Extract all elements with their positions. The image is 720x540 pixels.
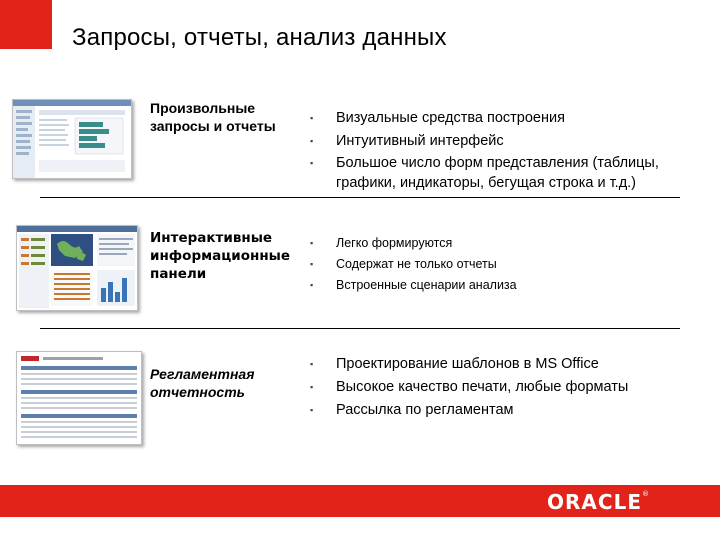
list-item: ▪ Большое число форм представления (таблицы, графики, индикаторы, бегущая строка и т.д.) (308, 153, 708, 193)
list-item: ▪ Проектирование шаблонов в MS Office (308, 353, 688, 376)
section-divider (40, 197, 680, 198)
bullet-list-scheduled (308, 353, 688, 422)
list-item: ▪ Визуальные средства построения (308, 107, 708, 130)
list-item: ▪ Встроенные сценарии анализа (308, 275, 688, 296)
bullet-list-adhoc (308, 107, 708, 193)
screenshot-printed-report (16, 351, 142, 445)
list-item: ▪ Рассылка по регламентам (308, 399, 688, 422)
list-item: ▪ Легко формируются (308, 233, 688, 254)
list-item: ▪ Интуитивный интерфейс (308, 130, 708, 153)
corner-accent (0, 0, 52, 49)
page-title: Запросы, отчеты, анализ данных (72, 24, 447, 51)
footer-bar (0, 485, 720, 517)
screenshot-query-report (12, 99, 132, 179)
bullet-list-dashboards (308, 233, 688, 296)
list-item: ▪ Высокое качество печати, любые форматы (308, 376, 688, 399)
list-item: ▪ Содержат не только отчеты (308, 254, 688, 275)
section-label-adhoc: Произвольные запросы и отчеты (150, 100, 276, 134)
screenshot-dashboard (16, 225, 138, 311)
section-label-scheduled: Регламентная отчетность (150, 366, 255, 400)
oracle-logo: ORACLE® (547, 490, 650, 514)
section-label-dashboards: Интерактивные информационные панели (150, 230, 291, 282)
section-divider (40, 328, 680, 329)
